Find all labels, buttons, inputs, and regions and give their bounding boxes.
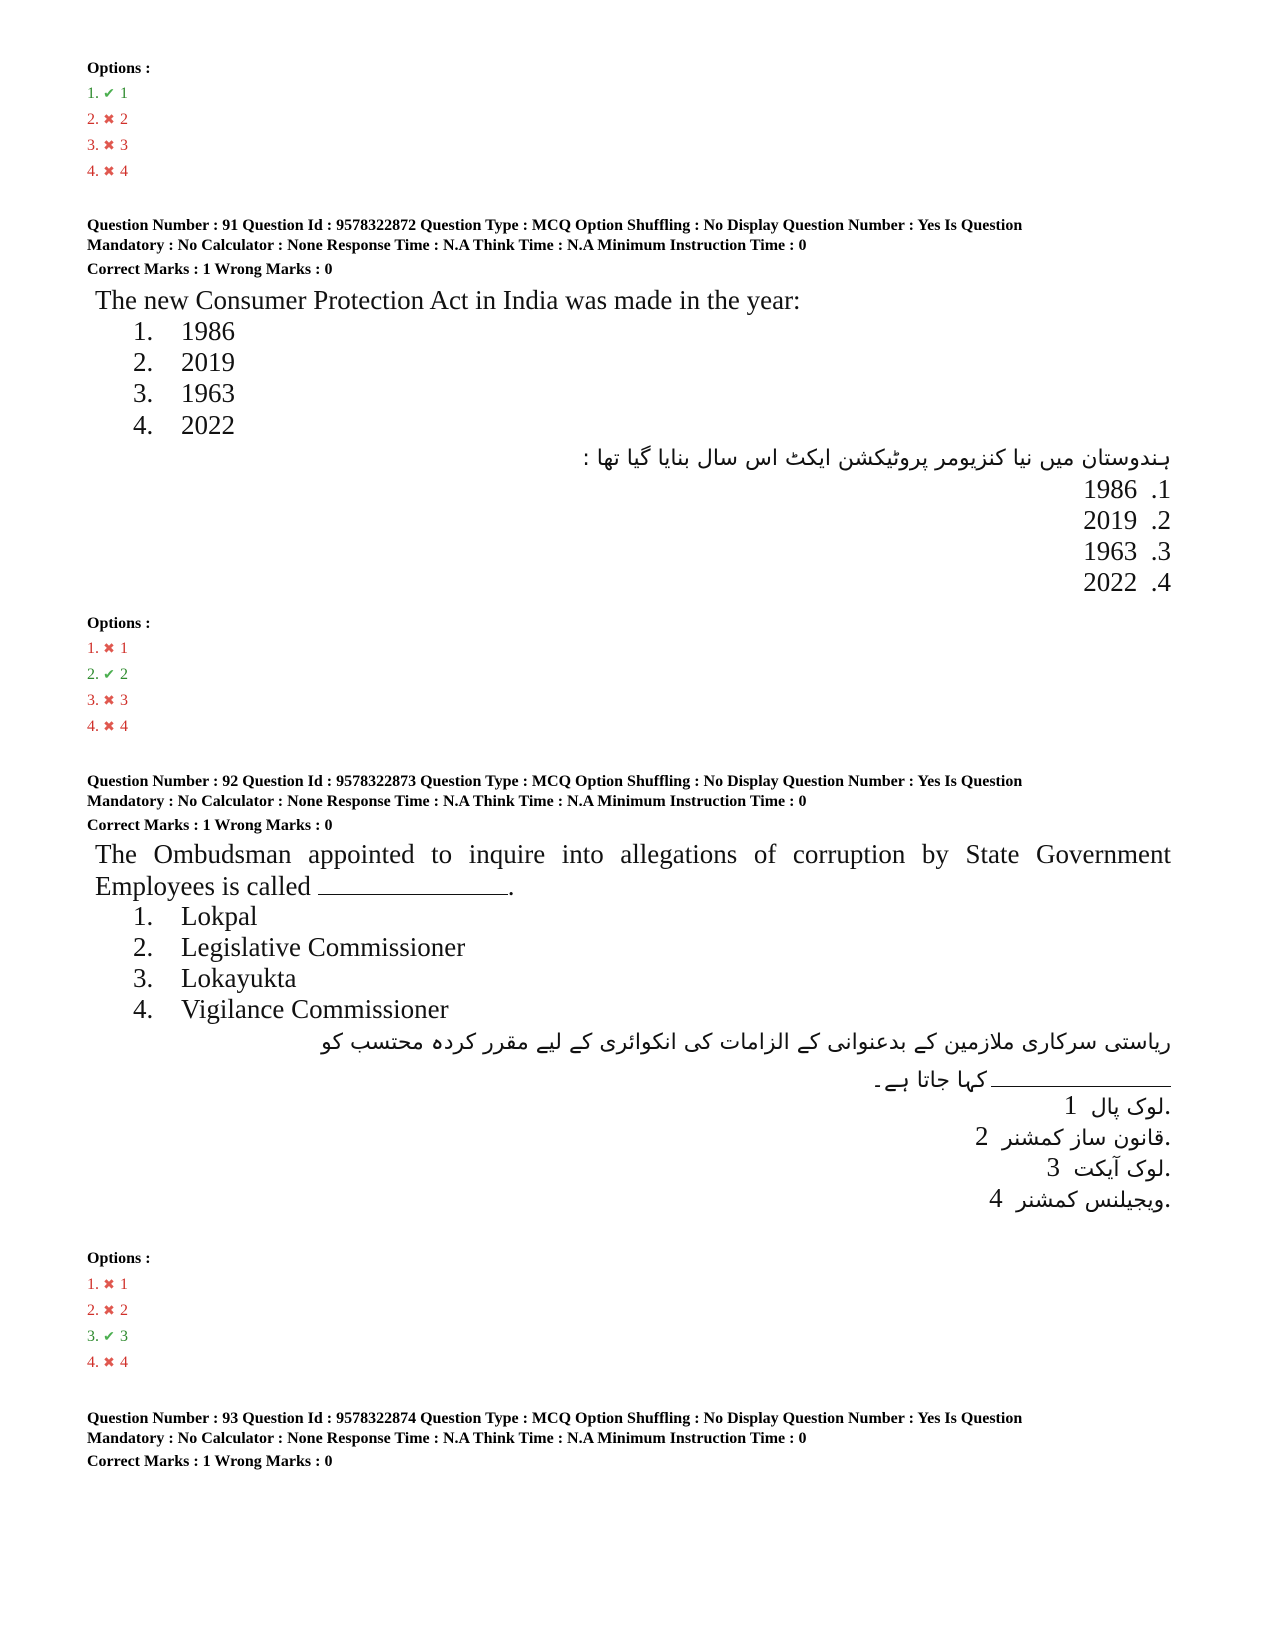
option-item — [87, 665, 128, 686]
choice-urdu — [1047, 1152, 1172, 1183]
choice-number: 4. — [989, 1183, 1171, 1213]
question-text-urdu: ہندوستان میں نیا کنزیومر پروٹیکشن ایکٹ اس سال بنایا گیا تھا : — [582, 446, 1171, 471]
question-meta — [87, 1409, 1197, 1449]
choice-text: Legislative Commissioner — [181, 932, 466, 962]
answer-blank — [991, 1062, 1171, 1087]
choice-text: 2022 — [1083, 567, 1138, 597]
choice-number: 4. — [133, 410, 154, 440]
question-text-english: The new Consumer Protection Act in India was made in the year: — [95, 285, 801, 315]
choice-text: Lokayukta — [181, 963, 297, 993]
marks-line: Correct Marks : 1 Wrong Marks : 0 — [87, 1453, 333, 1470]
choice-number: 3. — [133, 378, 154, 408]
option-number: 2. — [87, 1302, 99, 1319]
question-text-english: The Ombudsman appointed to inquire into allegations of corruption by State Government — [95, 839, 1171, 869]
choice-number: 2. — [133, 932, 154, 962]
question-text: Employees is called — [95, 871, 311, 901]
choice-text: 1986 — [181, 316, 235, 346]
option-number: 3. — [87, 692, 99, 709]
option-item — [87, 639, 128, 660]
option-item — [87, 1353, 128, 1374]
cross-icon: ✖ — [103, 642, 115, 657]
check-icon: ✔ — [103, 1330, 115, 1345]
choice-text: ویجیلنس کمشنر — [1016, 1188, 1165, 1213]
option-value: 1 — [120, 1276, 128, 1293]
option-value: 2 — [120, 666, 128, 683]
option-number: 4. — [87, 1354, 99, 1371]
choice-number: .4 — [1150, 567, 1171, 597]
choice-number: .1 — [1150, 474, 1171, 504]
marks-line: Correct Marks : 1 Wrong Marks : 0 — [87, 261, 333, 278]
cross-icon: ✖ — [103, 1356, 115, 1371]
choice-number: 3. — [1046, 1152, 1171, 1182]
option-item — [87, 1301, 128, 1322]
meta-line: Mandatory : No Calculator : None Response Time : N.A Think Time : N.A Minimum Instruction Time : 0 — [87, 237, 807, 254]
choice-text: Lokpal — [181, 901, 258, 931]
choice-number: 2. — [133, 347, 154, 377]
choice-text: لوک آیکت — [1073, 1157, 1165, 1182]
meta-line: Question Number : 91 Question Id : 9578322872 Question Type : MCQ Option Shuffling : No Display Question Number : Yes Is Question — [87, 217, 1023, 234]
choice-number: 1. — [133, 901, 154, 931]
option-number: 2. — [87, 111, 99, 128]
meta-line: Mandatory : No Calculator : None Response Time : N.A Think Time : N.A Minimum Instruction Time : 0 — [87, 1430, 807, 1447]
choice-number: 1. — [133, 316, 154, 346]
option-number: 2. — [87, 666, 99, 683]
option-value: 3 — [120, 692, 128, 709]
answer-blank — [318, 870, 508, 895]
choice-urdu — [989, 1183, 1171, 1214]
option-item — [87, 110, 128, 131]
choice-text: لوک پال — [1090, 1095, 1165, 1120]
choice-english — [133, 932, 465, 963]
option-item — [87, 717, 128, 738]
option-value: 2 — [120, 1302, 128, 1319]
marks-line: Correct Marks : 1 Wrong Marks : 0 — [87, 817, 333, 834]
option-value: 4 — [120, 1354, 128, 1371]
option-number: 1. — [87, 1276, 99, 1293]
choice-number: .2 — [1150, 505, 1171, 535]
choice-text: 1963 — [181, 378, 235, 408]
check-icon: ✔ — [103, 87, 115, 102]
meta-line: Mandatory : No Calculator : None Response Time : N.A Think Time : N.A Minimum Instruction Time : 0 — [87, 793, 807, 810]
option-item — [87, 84, 128, 105]
choice-number: 1. — [1063, 1090, 1171, 1120]
meta-line: Question Number : 92 Question Id : 9578322873 Question Type : MCQ Option Shuffling : No Display Question Number : Yes Is Question — [87, 773, 1023, 790]
question-text: کہا جاتا ہے۔ — [871, 1068, 987, 1093]
cross-icon: ✖ — [103, 165, 115, 180]
option-value: 3 — [120, 1328, 128, 1345]
option-number: 4. — [87, 718, 99, 735]
question-text-urdu — [71, 1062, 1171, 1093]
choice-text: 1986 — [1083, 474, 1138, 504]
options-heading: Options : — [87, 1250, 151, 1267]
option-item — [87, 162, 128, 183]
choice-english — [133, 316, 235, 347]
meta-line: Question Number : 93 Question Id : 9578322874 Question Type : MCQ Option Shuffling : No Display Question Number : Yes Is Question — [87, 1410, 1023, 1427]
check-icon: ✔ — [103, 668, 115, 683]
option-number: 3. — [87, 1328, 99, 1345]
choice-english — [133, 994, 449, 1025]
option-value: 2 — [120, 111, 128, 128]
option-item — [87, 691, 128, 712]
choice-number: 4. — [133, 994, 154, 1024]
cross-icon: ✖ — [103, 1304, 115, 1319]
option-value: 4 — [120, 718, 128, 735]
question-text-urdu: ریاستی سرکاری ملازمین کے بدعنوانی کے الزامات کی انکوائری کے لیے مقرر کردہ محتسب کو — [321, 1030, 1171, 1055]
choice-number: 2. — [975, 1121, 1171, 1151]
choice-text: 2022 — [181, 410, 235, 440]
option-item — [87, 136, 128, 157]
choice-number: 3. — [133, 963, 154, 993]
cross-icon: ✖ — [103, 1278, 115, 1293]
choice-english — [133, 347, 235, 378]
cross-icon: ✖ — [103, 694, 115, 709]
choice-text: Vigilance Commissioner — [181, 994, 449, 1024]
option-number: 3. — [87, 137, 99, 154]
choice-urdu — [1083, 474, 1171, 505]
choice-english — [133, 963, 296, 994]
choice-text: 2019 — [181, 347, 235, 377]
options-heading: Options : — [87, 615, 151, 632]
cross-icon: ✖ — [103, 139, 115, 154]
choice-text: 2019 — [1083, 505, 1138, 535]
cross-icon: ✖ — [103, 720, 115, 735]
choice-english — [133, 901, 257, 932]
choice-urdu — [1083, 505, 1171, 536]
choice-number: .3 — [1150, 536, 1171, 566]
option-value: 1 — [120, 640, 128, 657]
question-end: . — [507, 871, 515, 901]
question-meta — [87, 772, 1197, 812]
choice-english — [133, 378, 235, 409]
question-meta — [87, 216, 1197, 256]
choice-urdu — [1083, 536, 1171, 567]
option-value: 4 — [120, 163, 128, 180]
choice-text: 1963 — [1083, 536, 1138, 566]
option-item — [87, 1275, 128, 1296]
option-value: 3 — [120, 137, 128, 154]
question-text-english — [95, 870, 514, 902]
choice-english — [133, 410, 235, 441]
cross-icon: ✖ — [103, 113, 115, 128]
option-item — [87, 1327, 128, 1348]
option-number: 1. — [87, 640, 99, 657]
choice-urdu — [975, 1121, 1171, 1152]
options-heading: Options : — [87, 60, 151, 77]
choice-urdu — [1064, 1090, 1171, 1121]
choice-text: قانون ساز کمشنر — [1002, 1126, 1165, 1151]
option-number: 4. — [87, 163, 99, 180]
option-number: 1. — [87, 85, 99, 102]
option-value: 1 — [120, 85, 128, 102]
choice-urdu — [1083, 567, 1171, 598]
